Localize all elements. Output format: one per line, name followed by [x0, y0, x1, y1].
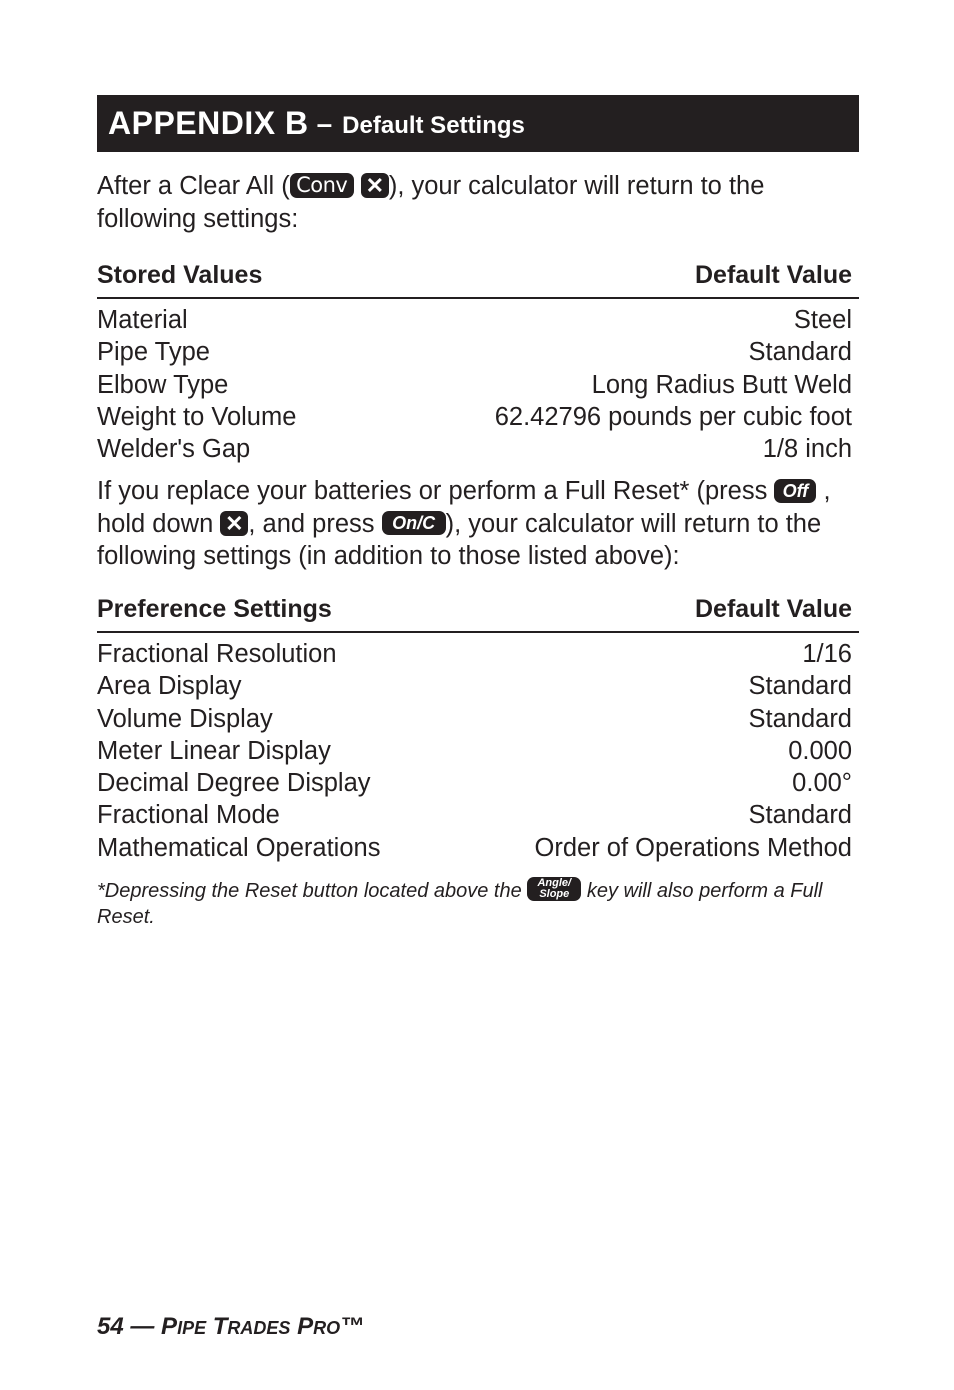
table-row — [97, 336, 859, 368]
setting-label: Meter Linear Display — [97, 736, 331, 765]
manual-page — [97, 95, 859, 950]
footnote-text-after: key will also perform a Full Reset. — [97, 880, 823, 929]
product-name-part: P — [297, 1313, 314, 1340]
default-value-column-label: Default Value — [695, 261, 852, 289]
setting-label: Fractional Mode — [97, 801, 280, 830]
trademark-symbol: ™ — [340, 1313, 365, 1340]
product-name-part: RO — [313, 1318, 341, 1338]
setting-value: Standard — [748, 672, 852, 701]
setting-value: 0.000 — [788, 736, 852, 765]
angle-key-label: Angle/ — [537, 876, 572, 889]
reset-text-4: ), your calculator will return to the following settings (in addition to those listed above): — [97, 509, 822, 571]
intro-text-after: ), your calculator will return to the following settings: — [97, 172, 765, 233]
setting-value: Standard — [748, 338, 852, 367]
setting-value: 1/16 — [802, 639, 852, 668]
reset-footnote — [97, 878, 859, 930]
setting-value: Standard — [748, 801, 852, 830]
reset-text-2: , hold down — [97, 477, 831, 538]
default-value-column-label: Default Value — [695, 594, 852, 623]
setting-label: Weight to Volume — [97, 402, 297, 431]
setting-value: 0.00° — [792, 769, 852, 798]
setting-value: Long Radius Butt Weld — [591, 370, 852, 399]
appendix-title: APPENDIX B — [108, 105, 309, 141]
setting-value: Standard — [748, 704, 852, 733]
product-name-part: P — [161, 1313, 178, 1340]
table-row — [97, 304, 859, 336]
table-row — [97, 767, 859, 799]
off-key-icon: Off — [774, 479, 816, 503]
stored-values-table — [97, 299, 859, 465]
appendix-title-bar — [97, 95, 859, 152]
table-row — [97, 638, 859, 670]
table-row — [97, 401, 859, 433]
setting-value: Steel — [793, 306, 852, 334]
footnote-text-before: *Depressing the Reset button located above the — [97, 880, 528, 903]
appendix-subtitle: Default Settings — [342, 111, 525, 139]
setting-label: Elbow Type — [97, 370, 229, 399]
table-row — [97, 670, 859, 702]
preference-settings-column-label: Preference Settings — [97, 594, 332, 623]
table-row — [97, 832, 859, 864]
slope-key-label: Slope — [539, 887, 570, 900]
setting-label: Fractional Resolution — [97, 639, 337, 668]
setting-label: Material — [97, 306, 188, 334]
product-name-part: RADES — [227, 1318, 291, 1338]
setting-value: 62.42796 pounds per cubic foot — [494, 402, 852, 431]
page-number: 54 — [97, 1313, 124, 1340]
angle-slope-key-icon — [527, 877, 581, 901]
multiply-key-icon: ✕ — [361, 173, 389, 198]
on-clear-key-icon: On/C — [382, 511, 446, 535]
page-footer — [97, 1313, 364, 1341]
footer-dash: — — [130, 1313, 155, 1340]
full-reset-paragraph — [97, 475, 859, 573]
stored-values-column-label: Stored Values — [97, 261, 263, 289]
preference-settings-header — [97, 594, 859, 633]
product-name-part: IPE — [177, 1318, 207, 1338]
setting-label: Welder's Gap — [97, 435, 251, 464]
table-row — [97, 703, 859, 735]
setting-value: Order of Operations Method — [534, 833, 852, 862]
setting-label: Area Display — [97, 672, 242, 701]
conv-key-icon: Conv — [290, 173, 354, 198]
reset-text-3: , and press — [248, 509, 382, 538]
setting-label: Mathematical Operations — [97, 833, 381, 862]
setting-value: 1/8 inch — [762, 435, 852, 464]
intro-paragraph — [97, 170, 859, 235]
setting-label: Decimal Degree Display — [97, 769, 371, 798]
table-row — [97, 799, 859, 831]
intro-text-before: After a Clear All ( — [97, 172, 290, 200]
title-dash: – — [316, 107, 333, 139]
preference-settings-table — [97, 633, 859, 864]
product-name-part: T — [212, 1313, 228, 1340]
table-row — [97, 369, 859, 401]
reset-text-1: If you replace your batteries or perform a Full Reset* (press — [97, 477, 775, 506]
table-row — [97, 735, 859, 767]
table-row — [97, 433, 859, 465]
setting-label: Pipe Type — [97, 338, 210, 367]
setting-label: Volume Display — [97, 704, 273, 733]
stored-values-header — [97, 260, 859, 299]
multiply-key-icon: ✕ — [220, 511, 248, 536]
